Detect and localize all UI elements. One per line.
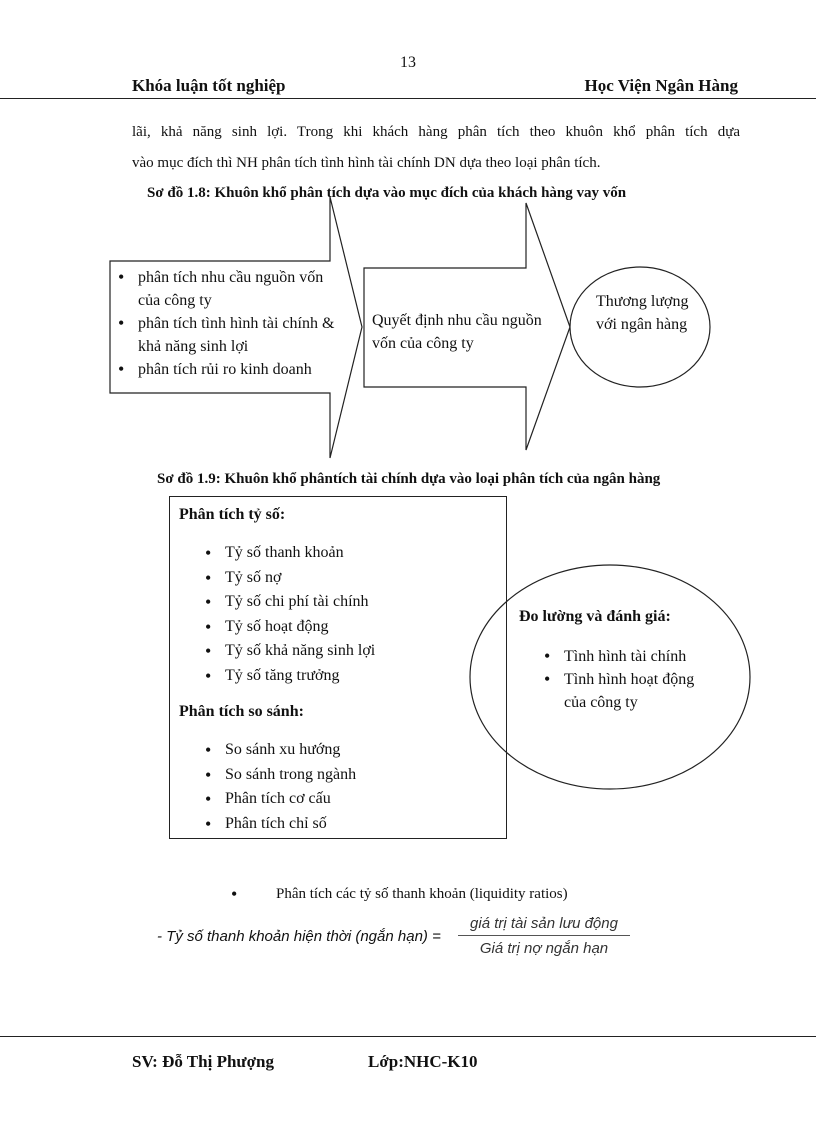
formula-fraction bbox=[458, 915, 630, 957]
diagram-1-box-item: • phân tích nhu cầu nguồn vốn của công ty bbox=[112, 266, 347, 312]
paragraph-line-1: lãi, khả năng sinh lợi. Trong khi khách hàng phân tích theo khuôn khổ phân tích dựa bbox=[132, 124, 740, 140]
diagram-1-box-list bbox=[112, 266, 347, 381]
ratio-item: • Tỷ số nợ bbox=[199, 566, 375, 591]
diagram-2-section-2-list bbox=[199, 738, 356, 836]
diagram-1-circle-text: Thương lượng với ngân hàng bbox=[596, 293, 689, 333]
diagram-1-box-item: • phân tích rủi ro kinh doanh bbox=[112, 358, 347, 381]
diagram-1-box-item: • phân tích tình hình tài chính & khả năng sinh lợi bbox=[112, 312, 347, 358]
footer-rule bbox=[0, 1036, 816, 1037]
diagram-2-caption: Sơ đồ 1.9: Khuôn khổ phântích tài chính dựa vào loại phân tích của ngân hàng bbox=[157, 471, 661, 487]
ratio-item: • Tỷ số khả năng sinh lợi bbox=[199, 639, 375, 664]
diagram-2-section-1-list bbox=[199, 541, 375, 688]
evaluation-item: • Tình hình tài chính bbox=[538, 645, 708, 668]
diagram-2-ellipse-title: Đo lường và đánh giá: bbox=[519, 608, 671, 625]
diagram-1-middle-text: Quyết định nhu cầu nguồn vốn của công ty bbox=[372, 312, 542, 352]
page-number: 13 bbox=[400, 54, 416, 71]
diagram-1-caption: Sơ đồ 1.8: Khuôn khổ phân tích dựa vào mục đích của khách hàng vay vốn bbox=[147, 185, 627, 201]
comparison-item: • So sánh xu hướng bbox=[199, 738, 356, 763]
header-institution: Học Viện Ngân Hàng bbox=[584, 76, 738, 95]
ratio-item: • Tỷ số thanh khoản bbox=[199, 541, 375, 566]
ratio-item: • Tỷ số hoạt động bbox=[199, 615, 375, 640]
liquidity-heading: Phân tích các tỷ số thanh khoản (liquidity ratios) bbox=[276, 886, 568, 902]
comparison-item: • Phân tích chỉ số bbox=[199, 812, 356, 837]
ratio-item: • Tỷ số tăng trưởng bbox=[199, 664, 375, 689]
header-thesis-title: Khóa luận tốt nghiệp bbox=[132, 76, 286, 95]
diagram-2-section-1-title: Phân tích tỷ số: bbox=[179, 506, 286, 523]
footer-class: Lớp:NHC-K10 bbox=[368, 1052, 478, 1071]
comparison-item: • So sánh trong ngành bbox=[199, 763, 356, 788]
formula-denominator: Giá trị nợ ngắn hạn bbox=[479, 940, 609, 957]
diagram-2-ellipse-list bbox=[538, 645, 708, 714]
paragraph-line-2: vào mục đích thì NH phân tích tình hình tài chính DN dựa theo loại phân tích. bbox=[132, 155, 601, 171]
footer-student: SV: Đỗ Thị Phượng bbox=[132, 1052, 274, 1071]
liquidity-bullet: • bbox=[231, 884, 238, 904]
formula-numerator: giá trị tài sản lưu động bbox=[458, 915, 630, 936]
evaluation-item: • Tình hình hoạt động của công ty bbox=[538, 668, 708, 714]
ratio-item: • Tỷ số chi phí tài chính bbox=[199, 590, 375, 615]
formula-label: - Tỷ số thanh khoản hiện thời (ngắn hạn) = bbox=[157, 928, 441, 945]
comparison-item: • Phân tích cơ cấu bbox=[199, 787, 356, 812]
diagram-2-section-2-title: Phân tích so sánh: bbox=[179, 703, 304, 720]
